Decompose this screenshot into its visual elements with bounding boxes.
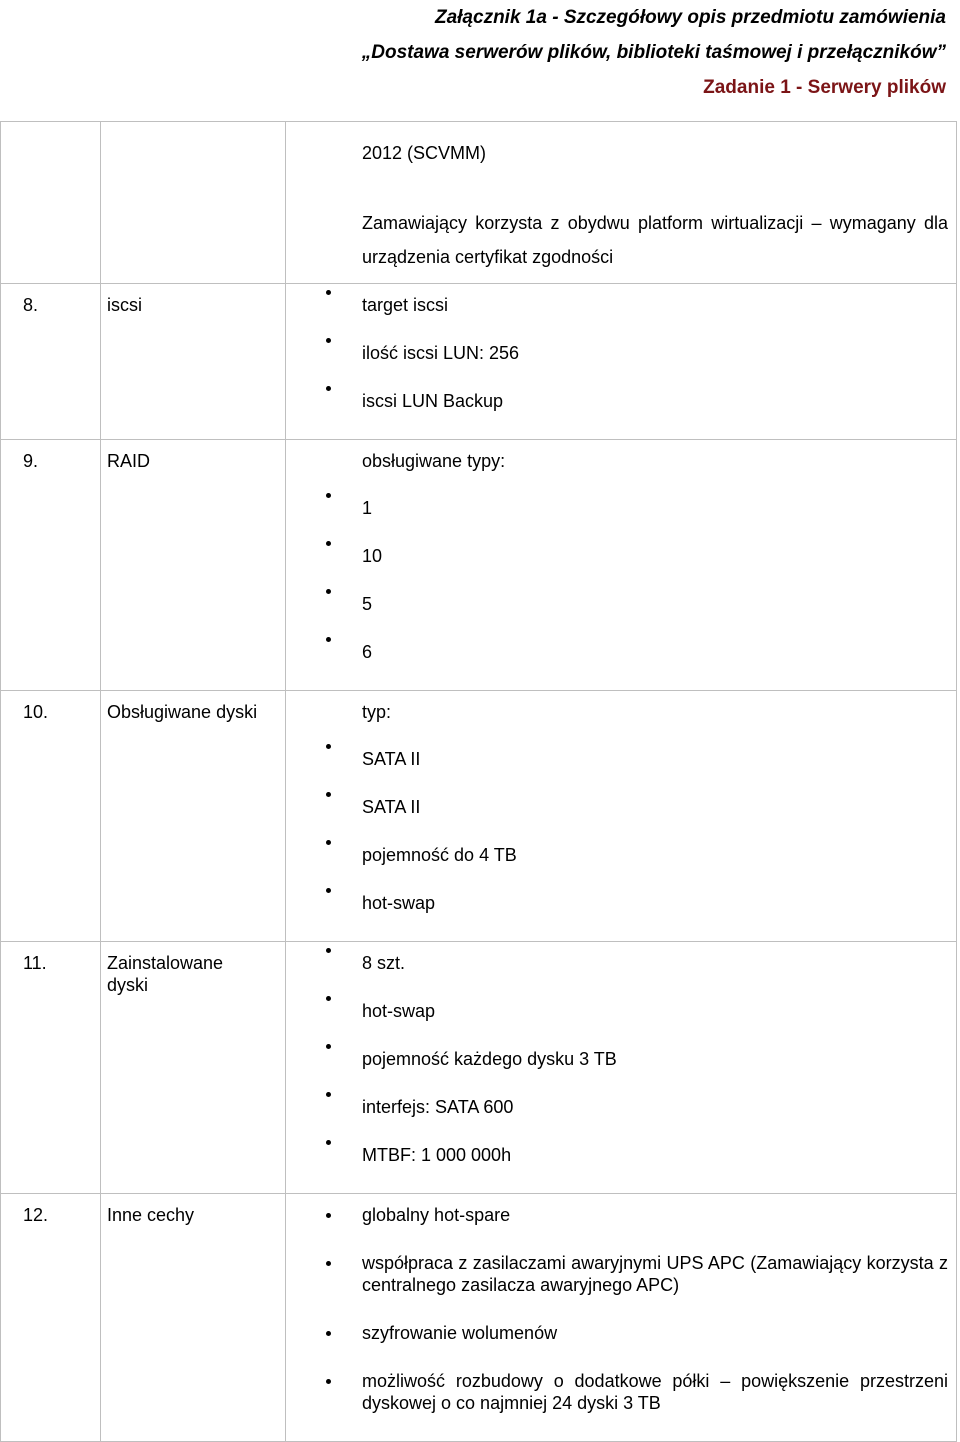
- list-item: współpraca z zasilaczami awaryjnymi UPS APC (Zamawiający korzysta z centralnego zasilacza awaryjnego APC): [286, 1252, 948, 1296]
- row-name: Inne cechy: [101, 1194, 286, 1442]
- list-item: iscsi LUN Backup: [286, 377, 948, 425]
- list-item: pojemność każdego dysku 3 TB: [286, 1035, 948, 1083]
- row-content: [286, 691, 957, 942]
- list-item: pojemność do 4 TB: [286, 831, 948, 879]
- list-item: możliwość rozbudowy o dodatkowe półki – powiększenie przestrzeni dyskowej o co najmniej 24 dyski 3 TB: [286, 1370, 948, 1414]
- content-intro: typ:: [362, 702, 392, 722]
- list-item: SATA II: [286, 783, 948, 831]
- table-row: [1, 691, 957, 942]
- list-item: hot-swap: [286, 879, 948, 927]
- row-name: [101, 122, 286, 284]
- row-content: [286, 284, 957, 440]
- row-content: [286, 942, 957, 1194]
- content-line: 2012 (SCVMM): [362, 143, 487, 163]
- row-content: [286, 1194, 957, 1442]
- content-line: Zamawiający korzysta z obydwu platform wirtualizacji – wymagany dla urządzenia certyfikat zgodności: [362, 213, 948, 267]
- list-item: 10: [286, 532, 948, 580]
- row-content: [286, 122, 957, 284]
- row-name: RAID: [101, 440, 286, 691]
- list-item: szyfrowanie wolumenów: [286, 1322, 948, 1344]
- list-item: hot-swap: [286, 987, 948, 1035]
- list-item: ilość iscsi LUN: 256: [286, 329, 948, 377]
- header-title: Załącznik 1a - Szczegółowy opis przedmiotu zamówienia: [434, 7, 946, 28]
- list-item: interfejs: SATA 600: [286, 1083, 948, 1131]
- list-item: 6: [286, 628, 948, 676]
- document-header: [362, 0, 946, 105]
- list-item: SATA II: [286, 735, 948, 783]
- row-name: iscsi: [101, 284, 286, 440]
- list-item: 8 szt.: [286, 939, 948, 987]
- table-row: [1, 440, 957, 691]
- table-row: [1, 942, 957, 1194]
- row-name: Obsługiwane dyski: [101, 691, 286, 942]
- row-content: [286, 440, 957, 691]
- table-row: [1, 122, 957, 284]
- list-item: 1: [286, 484, 948, 532]
- header-task: Zadanie 1 - Serwery plików: [703, 77, 946, 98]
- row-number: 11.: [1, 942, 101, 1194]
- content-intro: obsługiwane typy:: [362, 451, 506, 471]
- row-number: [1, 122, 101, 284]
- row-number: 9.: [1, 440, 101, 691]
- row-number: 12.: [1, 1194, 101, 1442]
- row-name: Zainstalowane dyski: [101, 942, 286, 1194]
- list-item: target iscsi: [286, 281, 948, 329]
- table-row: [1, 1194, 957, 1442]
- list-item: MTBF: 1 000 000h: [286, 1131, 948, 1179]
- row-number: 10.: [1, 691, 101, 942]
- table-row: [1, 284, 957, 440]
- list-item: globalny hot-spare: [286, 1204, 948, 1226]
- spec-table: [0, 121, 957, 1442]
- list-item: 5: [286, 580, 948, 628]
- row-number: 8.: [1, 284, 101, 440]
- header-subtitle: „Dostawa serwerów plików, biblioteki taśmowej i przełączników”: [361, 42, 946, 63]
